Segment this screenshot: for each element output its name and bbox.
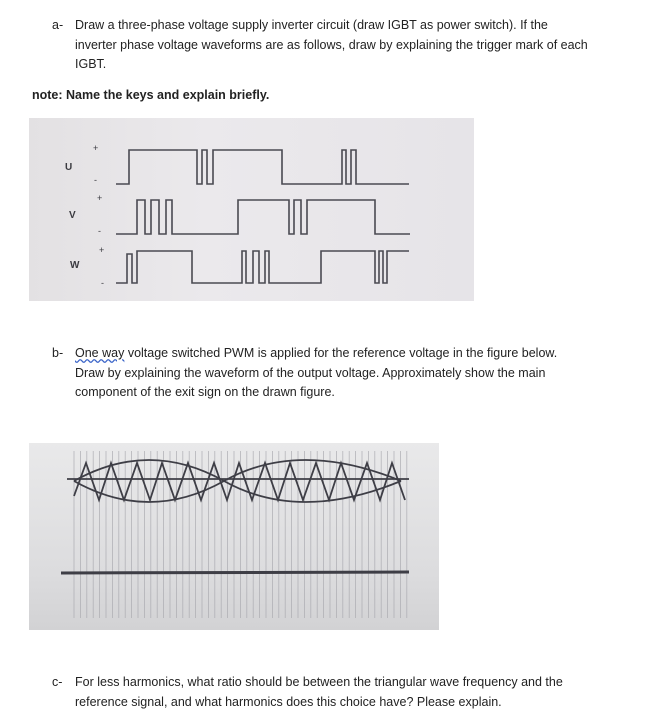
w-waveform <box>116 251 409 283</box>
u-minus: - <box>94 175 97 185</box>
question-c-line-1: For less harmonics, what ratio should be between the triangular wave frequency and the <box>75 675 563 689</box>
one-way-underlined: One way <box>75 346 125 360</box>
v-label: V <box>69 210 76 221</box>
figure-grid <box>74 451 407 618</box>
question-b-line-1 <box>75 344 557 364</box>
question-b-line-2: Draw by explaining the waveform of the output voltage. Approximately show the main <box>75 365 546 380</box>
u-waveform <box>116 150 409 184</box>
pwm-reference-drawing <box>29 443 439 630</box>
w-label: W <box>70 260 80 271</box>
question-a-line-2: inverter phase voltage waveforms are as follows, draw by explaining the trigger mark of each <box>75 37 588 52</box>
question-c-line-2: reference signal, and what harmonics does this choice have? Please explain. <box>75 694 502 709</box>
question-a-marker: a- <box>52 18 64 32</box>
zero-axis <box>61 572 409 573</box>
phase-voltage-waveform-drawing <box>29 118 474 301</box>
question-b-text <box>75 344 557 403</box>
question-b-line-3: component of the exit sign on the drawn figure. <box>75 385 335 399</box>
u-label: U <box>65 162 73 173</box>
v-waveform <box>116 200 410 234</box>
question-c-text <box>75 673 563 712</box>
phase-voltage-waveform-figure <box>29 118 474 301</box>
w-minus: - <box>101 278 104 288</box>
question-b-marker: b- <box>52 346 64 360</box>
w-plus: + <box>99 245 105 255</box>
note-text: note: Name the keys and explain briefly. <box>32 88 270 102</box>
question-a-line-3: IGBT. <box>75 57 107 71</box>
pwm-reference-figure <box>29 443 439 630</box>
u-plus: + <box>93 143 99 153</box>
question-c-marker: c- <box>52 675 63 689</box>
v-minus: - <box>98 226 101 236</box>
question-a-line-1: Draw a three-phase voltage supply inverter circuit (draw IGBT as power switch). If the <box>75 18 548 32</box>
v-plus: + <box>97 193 103 203</box>
question-a-text <box>75 16 588 75</box>
question-b-line-1-rest: voltage switched PWM is applied for the reference voltage in the figure below. <box>124 346 558 360</box>
